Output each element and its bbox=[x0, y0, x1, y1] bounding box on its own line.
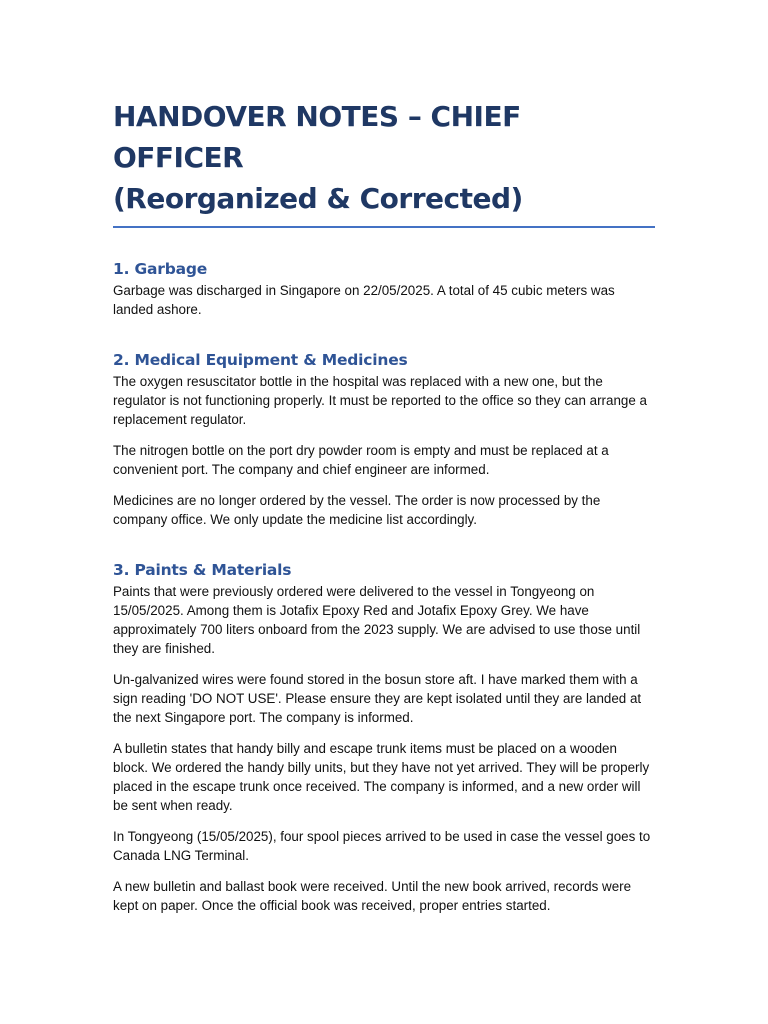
paragraph: The nitrogen bottle on the port dry powder room is empty and must be replaced at a convenient port. The company and chief engineer are informed. bbox=[113, 443, 609, 477]
paragraph: In Tongyeong (15/05/2025), four spool pieces arrived to be used in case the vessel goes to Canada LNG Terminal. bbox=[113, 829, 651, 863]
paragraph: Medicines are no longer ordered by the vessel. The order is now processed by the company office. We only update the medicine list accordingly. bbox=[113, 493, 601, 527]
section-garbage bbox=[113, 260, 655, 319]
paragraph: Un-galvanized wires were found stored in the bosun store aft. I have marked them with a sign reading 'DO NOT USE'. Please ensure they are kept isolated until they are landed at the next Singapore port. The company is informed. bbox=[113, 672, 642, 725]
paragraph: A bulletin states that handy billy and escape trunk items must be placed on a wooden block. We ordered the handy billy units, but they have not yet arrived. They will be properly placed in the escape trunk once received. The company is informed, and a new order will be sent when ready. bbox=[113, 741, 650, 813]
paragraph: Garbage was discharged in Singapore on 22/05/2025. A total of 45 cubic meters was landed ashore. bbox=[113, 283, 615, 317]
section-paints-materials bbox=[113, 561, 655, 915]
paragraph: The oxygen resuscitator bottle in the hospital was replaced with a new one, but the regulator is not functioning properly. It must be reported to the office so they can arrange a replacement regulator. bbox=[113, 374, 647, 427]
document-title-line-1: HANDOVER NOTES – CHIEF OFFICER bbox=[113, 100, 521, 174]
section-heading: 3. Paints & Materials bbox=[113, 561, 292, 579]
document-title bbox=[113, 96, 655, 219]
section-medical-equipment bbox=[113, 351, 655, 529]
section-heading: 1. Garbage bbox=[113, 260, 208, 278]
section-heading: 2. Medical Equipment & Medicines bbox=[113, 351, 408, 369]
title-underline-divider bbox=[113, 226, 655, 228]
document-title-line-2: (Reorganized & Corrected) bbox=[113, 182, 523, 215]
paragraph: Paints that were previously ordered were delivered to the vessel in Tongyeong on 15/05/2025. Among them is Jotafix Epoxy Red and Jotafix Epoxy Grey. We have approximately 700 liters onboard from the 2023 supply. We are advised to use those until they are finished. bbox=[113, 584, 641, 656]
paragraph: A new bulletin and ballast book were received. Until the new book arrived, records were kept on paper. Once the official book was received, proper entries started. bbox=[113, 879, 632, 913]
document-page bbox=[113, 96, 655, 915]
